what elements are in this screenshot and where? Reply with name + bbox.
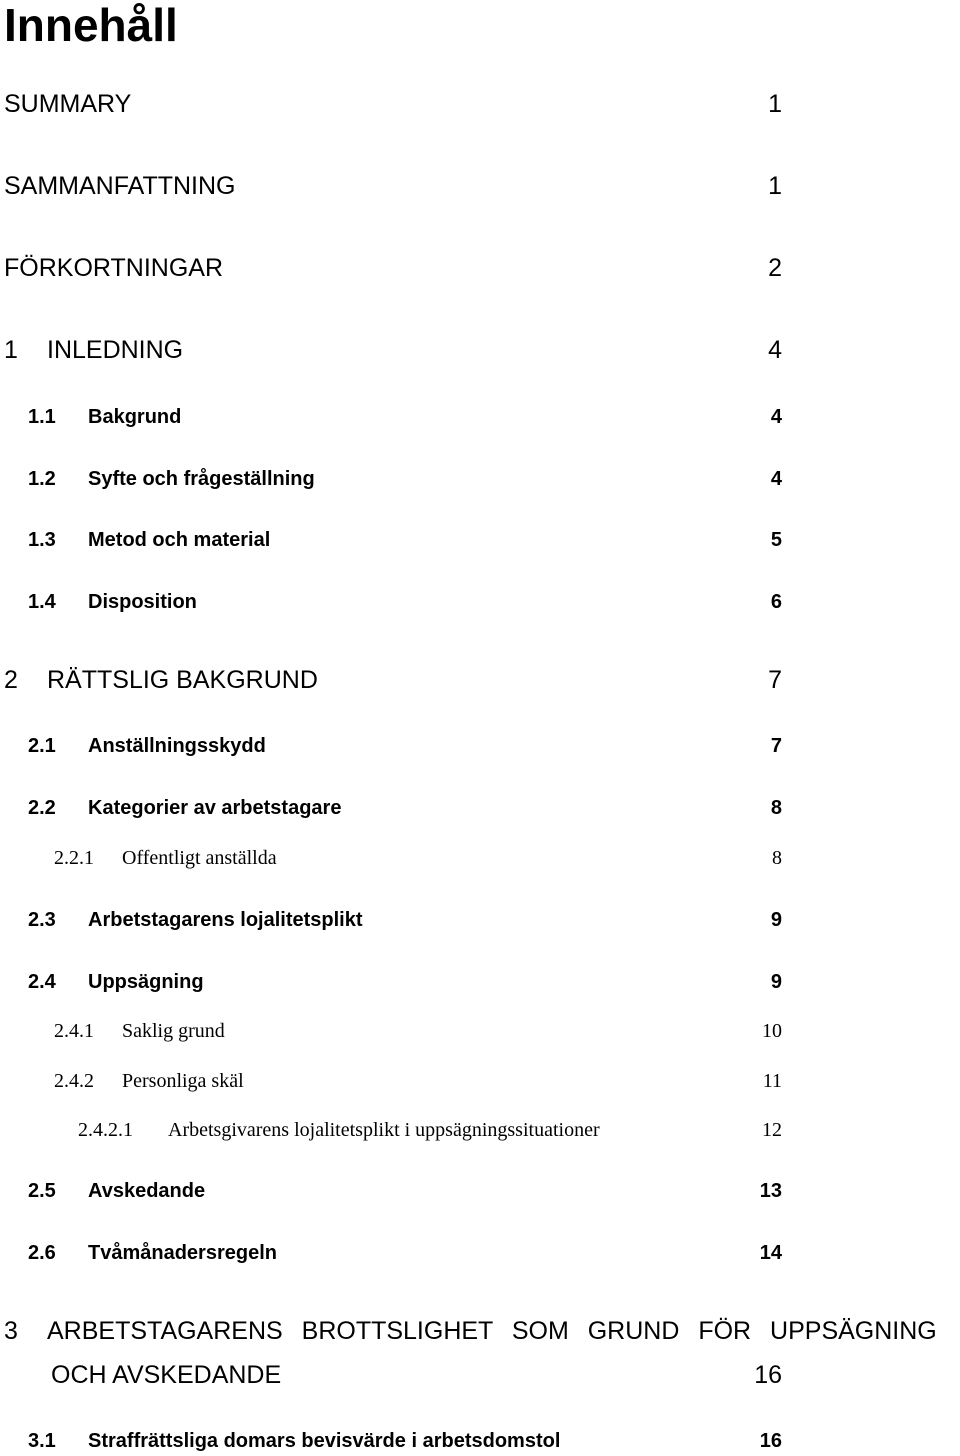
toc-entry-title: Disposition (88, 591, 197, 613)
toc-entry-page: 1 (768, 90, 782, 118)
toc-entry-number: 1.1 (28, 406, 56, 428)
toc-entry-page: 12 (762, 1119, 782, 1141)
toc-entry-page: 16 (754, 1361, 782, 1389)
toc-entry-page: 2 (768, 254, 782, 282)
toc-entry-title: Metod och material (88, 529, 271, 551)
toc-entry-page: 7 (768, 666, 782, 694)
toc-entry-title: Anställningsskydd (88, 735, 266, 757)
toc-entry-title: ARBETSTAGARENS BROTTSLIGHET SOM GRUND FÖR UPPSÄGNING (47, 1317, 937, 1345)
toc-entry-page: 8 (772, 847, 782, 869)
toc-entry-number: 2.2.1 (54, 847, 94, 869)
toc-entry-page: 7 (770, 735, 782, 757)
toc-entry-title: SUMMARY (4, 90, 132, 118)
toc-entry-number: 2.2 (28, 797, 56, 819)
toc-entry-number: 2.1 (28, 735, 56, 757)
toc-entry-page: 6 (770, 591, 782, 613)
toc-entry-page: 4 (770, 406, 782, 428)
toc-entry-page: 9 (770, 909, 782, 931)
toc-entry-title: RÄTTSLIG BAKGRUND (47, 666, 318, 694)
toc-entry-page: 9 (770, 971, 782, 993)
toc-entry-number: 1.3 (28, 529, 56, 551)
toc-entry-page: 5 (770, 529, 782, 551)
toc-entry-number: 1 (4, 336, 18, 364)
toc-entry-page: 16 (759, 1430, 782, 1452)
toc-entry-page: 8 (770, 797, 782, 819)
toc-entry-page: 10 (762, 1020, 782, 1042)
toc-entry-number: 1.2 (28, 468, 56, 490)
toc-entry-title: INLEDNING (47, 336, 184, 364)
toc-entry-title: FÖRKORTNINGAR (4, 254, 223, 282)
toc-entry-page: 11 (762, 1070, 782, 1092)
toc-entry-number: 2.4 (28, 971, 56, 993)
toc-entry-number: 2.6 (28, 1242, 56, 1264)
toc-entry-title: Offentligt anställda (122, 847, 277, 869)
toc-entry-page: 4 (770, 468, 782, 490)
toc-entry-title-continued: OCH AVSKEDANDE (51, 1361, 282, 1389)
toc-entry-number: 1.4 (28, 591, 56, 613)
toc-entry-page: 4 (768, 336, 782, 364)
toc-entry-number: 3 (4, 1317, 18, 1345)
toc-entry-title: SAMMANFATTNING (4, 172, 236, 200)
toc-entry-number: 3.1 (28, 1430, 56, 1452)
toc-entry-number: 2.4.1 (54, 1020, 94, 1042)
toc-entry-title: Saklig grund (122, 1020, 225, 1042)
toc-entry-page: 14 (759, 1242, 782, 1264)
toc-entry-page: 1 (768, 172, 782, 200)
toc-entry-title: Bakgrund (88, 406, 182, 428)
toc-entry-title: Personliga skäl (122, 1070, 244, 1092)
toc-entry-number: 2.3 (28, 909, 56, 931)
toc-entry-number: 2.4.2 (54, 1070, 94, 1092)
toc-entry-title: Tvåmånadersregeln (88, 1242, 277, 1264)
toc-entry-number: 2.5 (28, 1180, 56, 1202)
toc-heading: Innehåll (4, 0, 178, 51)
toc-entry-title: Straffrättsliga domars bevisvärde i arbetsdomstol (88, 1430, 561, 1452)
toc-entry-title: Arbetstagarens lojalitetsplikt (88, 909, 363, 931)
toc-entry-page: 13 (759, 1180, 782, 1202)
toc-entry-title: Kategorier av arbetstagare (88, 797, 342, 819)
toc-entry-number: 2 (4, 666, 18, 694)
toc-entry-title: Syfte och frågeställning (88, 468, 315, 490)
toc-entry-number: 2.4.2.1 (78, 1119, 133, 1141)
toc-entry-title: Avskedande (88, 1180, 206, 1202)
toc-entry-title: Arbetsgivarens lojalitetsplikt i uppsägningssituationer (168, 1119, 600, 1141)
toc-entry-title: Uppsägning (88, 971, 204, 993)
